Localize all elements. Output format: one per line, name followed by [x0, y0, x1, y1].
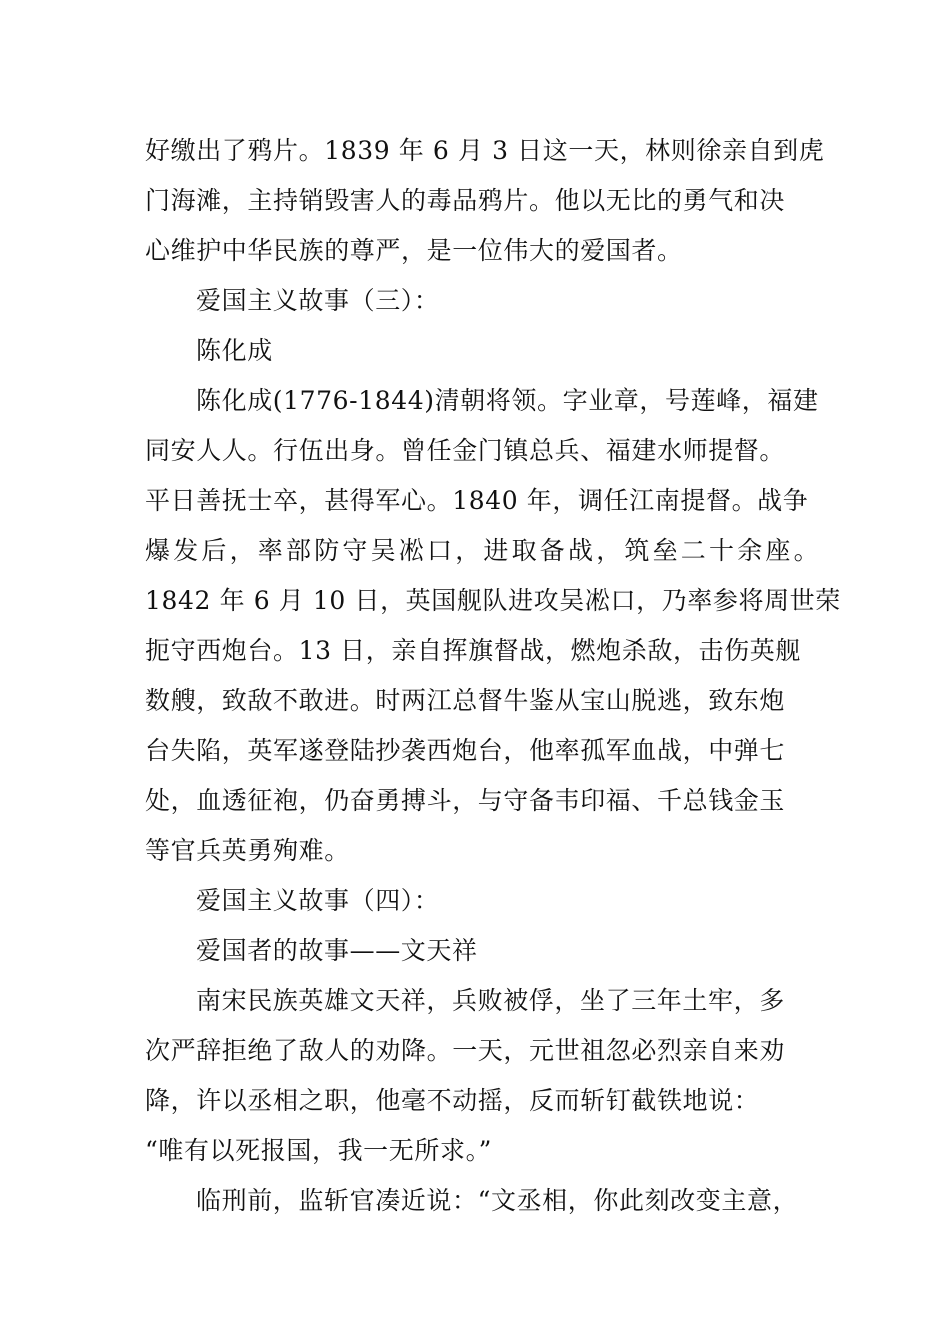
text-line: 等官兵英勇殉难。 — [145, 836, 350, 865]
text-line: 平日善抚士卒，甚得军心。1840 年，调任江南提督。战争 — [145, 486, 809, 515]
story-title: 爱国者的故事——文天祥 — [196, 936, 478, 965]
story-title: 陈化成 — [196, 336, 273, 365]
text-line: 临刑前，监斩官凑近说：“文丞相，你此刻改变主意， — [196, 1186, 799, 1215]
text-line: 次严辞拒绝了敌人的劝降。一天，元世祖忽必烈亲自来劝 — [145, 1036, 786, 1065]
text-line: 陈化成(1776-1844)清朝将领。字业章，号莲峰，福建 — [196, 386, 819, 415]
text-line: 南宋民族英雄文天祥，兵败被俘，坐了三年土牢，多 — [196, 986, 785, 1015]
text-line: 台失陷，英军遂登陆抄袭西炮台，他率孤军血战，中弹七 — [145, 736, 786, 765]
text-line: 数艘，致敌不敢进。时两江总督牛鉴从宝山脱逃，致东炮 — [145, 686, 786, 715]
section-heading: 爱国主义故事（四）： — [196, 886, 440, 915]
text-line: 1842 年 6 月 10 日，英国舰队进攻吴凇口，乃率参将周世荣 — [145, 586, 841, 615]
text-line: “唯有以死报国，我一无所求。” — [145, 1136, 493, 1165]
text-line: 好缴出了鸦片。1839 年 6 月 3 日这一天，林则徐亲自到虎 — [145, 136, 825, 165]
text-line: 门海滩，主持销毁害人的毒品鸦片。他以无比的勇气和决 — [145, 186, 786, 215]
text-line: 爆发后，率部防守吴凇口，进取备战，筑垒二十余座。 — [145, 536, 822, 565]
text-line: 心维护中华民族的尊严，是一位伟大的爱国者。 — [145, 236, 683, 265]
text-line: 处，血透征袍，仍奋勇搏斗，与守备韦印福、千总钱金玉 — [145, 786, 786, 815]
section-heading: 爱国主义故事（三）： — [196, 286, 440, 315]
text-line: 扼守西炮台。13 日，亲自挥旗督战，燃炮杀敌，击伤英舰 — [145, 636, 801, 665]
text-line: 降，许以丞相之职，他毫不动摇，反而斩钉截铁地说： — [145, 1086, 760, 1115]
text-line: 同安人人。行伍出身。曾任金门镇总兵、福建水师提督。 — [145, 436, 786, 465]
